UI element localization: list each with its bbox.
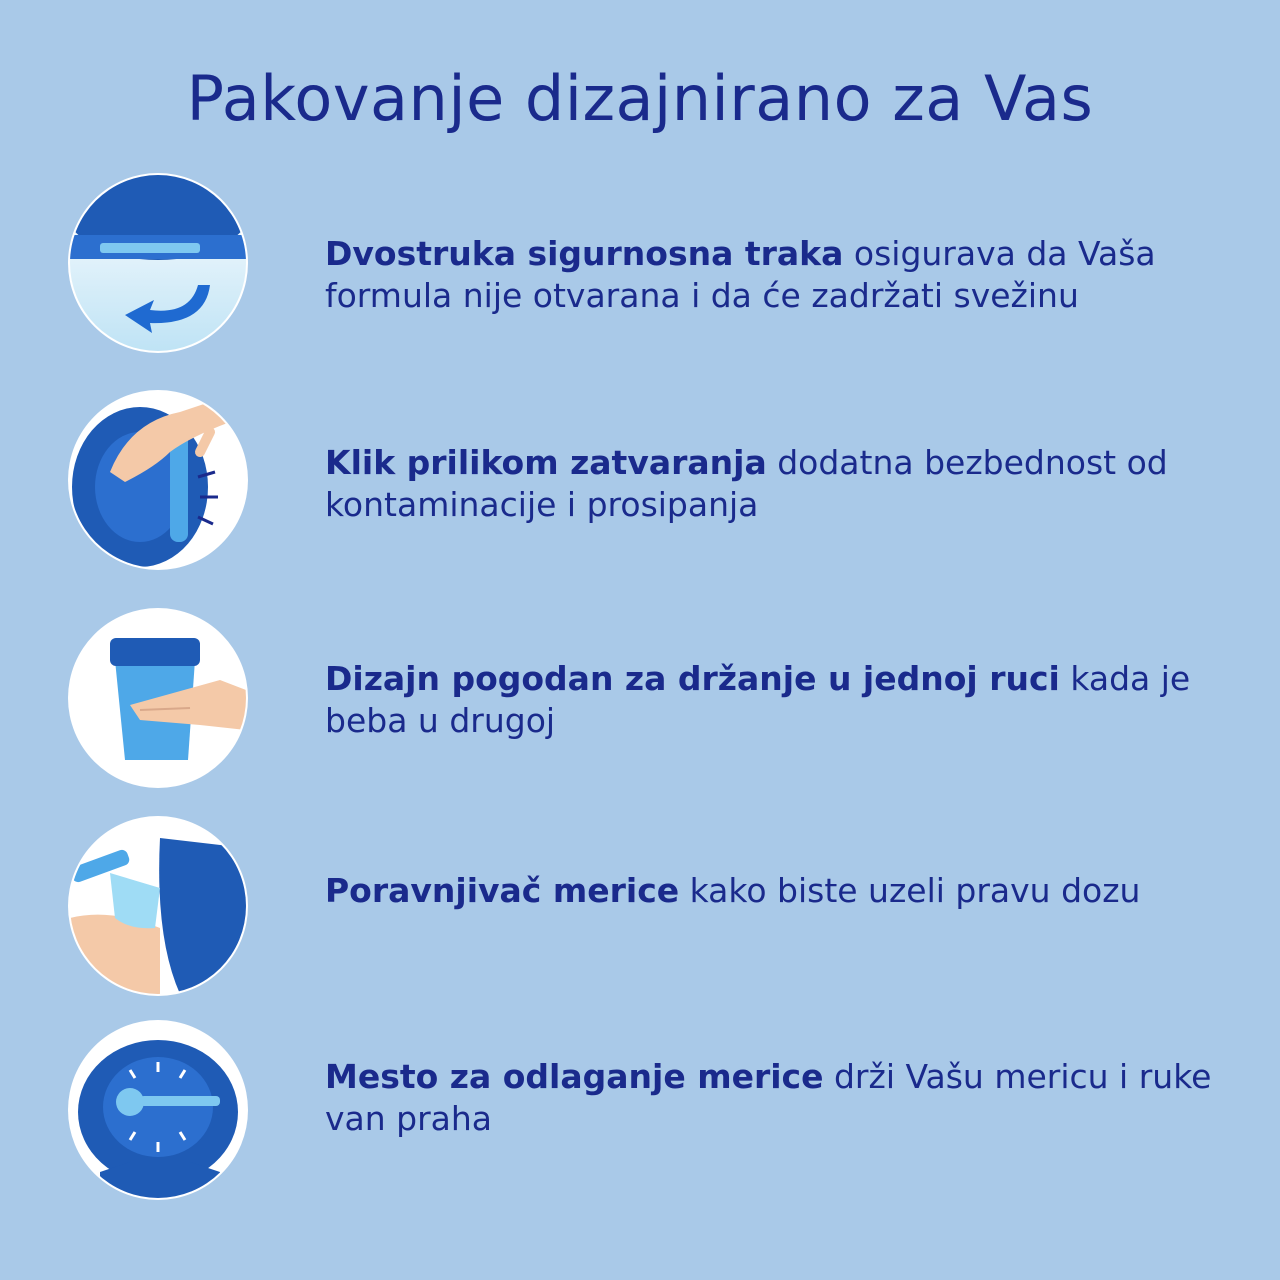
click-lid-icon xyxy=(70,392,246,568)
feature-description: osigurava da Vaša formula nije otvarana i da će zadržati svežinu xyxy=(325,234,1156,315)
feature-description: kako biste uzeli pravu dozu xyxy=(679,871,1141,910)
feature-title: Mesto za odlaganje merice xyxy=(325,1057,824,1096)
one-hand-hold-icon xyxy=(70,610,246,786)
feature-text xyxy=(325,1056,1235,1140)
feature-text xyxy=(325,233,1235,317)
feature-safety-seal xyxy=(70,175,1240,355)
scoop-holder-icon xyxy=(70,1022,246,1198)
feature-text xyxy=(325,870,1235,912)
feature-click-lid xyxy=(70,392,1240,572)
feature-text xyxy=(325,658,1235,742)
scoop-leveler-icon xyxy=(70,818,246,994)
feature-title: Dizajn pogodan za držanje u jednoj ruci xyxy=(325,659,1060,698)
feature-title: Poravnjivač merice xyxy=(325,871,680,910)
feature-title: Klik prilikom zatvaranja xyxy=(325,443,767,482)
feature-description: kada je beba u drugoj xyxy=(325,659,1191,740)
feature-scoop-holder xyxy=(70,1022,1240,1202)
page-title: Pakovanje dizajnirano za Vas xyxy=(186,62,1094,135)
feature-title: Dvostruka sigurnosna traka xyxy=(325,234,844,273)
feature-scoop-leveler xyxy=(70,818,1240,998)
feature-one-hand-hold xyxy=(70,610,1240,790)
safety-seal-icon xyxy=(70,175,246,351)
feature-description: dodatna bezbednost od kontaminacije i prosipanja xyxy=(325,443,1168,524)
feature-text xyxy=(325,442,1235,526)
feature-description: drži Vašu mericu i ruke van praha xyxy=(325,1057,1212,1138)
